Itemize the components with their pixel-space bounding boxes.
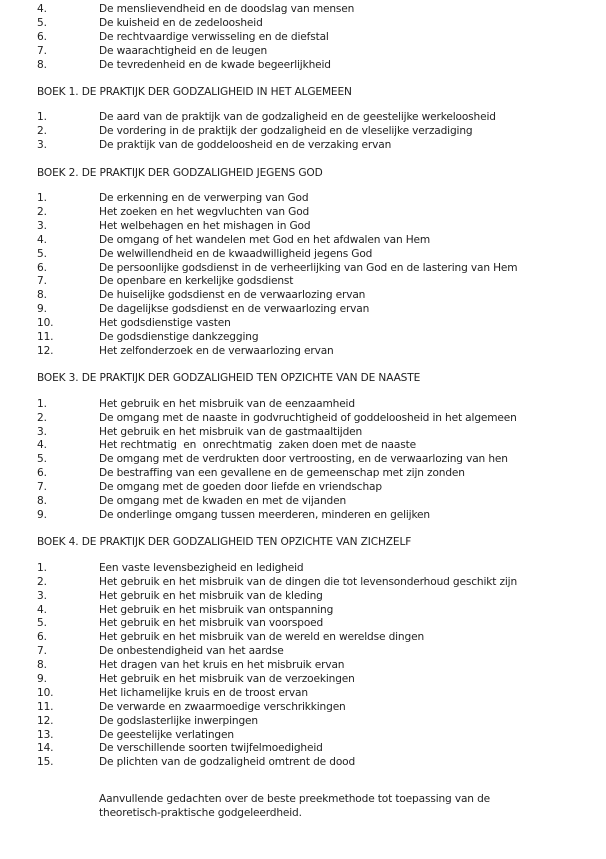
list-item — [37, 742, 597, 756]
section-heading: BOEK 2. DE PRAKTIJK DER GODZALIGHEID JEGENS GOD — [37, 166, 323, 179]
item-text: Het zoeken en het wegvluchten van God — [99, 206, 310, 219]
item-number: 4. — [37, 439, 47, 452]
section-boek-4 — [37, 535, 597, 770]
item-text: De waarachtigheid en de leugen — [99, 44, 268, 57]
item-text: Het gebruik en het misbruik van de dingen die tot levensonderhoud geschikt zijn — [99, 575, 518, 588]
item-text: Het gebruik en het misbruik van de gastmaaltijden — [99, 425, 363, 438]
list-item — [37, 590, 597, 604]
list-item — [37, 467, 597, 481]
item-text: Het gebruik en het misbruik van de eenzaamheid — [99, 397, 355, 410]
list-item — [37, 645, 597, 659]
item-number: 6. — [37, 261, 47, 274]
item-text: De rechtvaardige verwisseling en de diefstal — [99, 30, 329, 43]
list-item — [37, 45, 597, 59]
item-text: De godslasterlijke inwerpingen — [99, 714, 258, 727]
list-item — [37, 289, 597, 303]
list-item — [37, 481, 597, 495]
item-text: De omgang met de naaste in godvruchtigheid of goddeloosheid in het algemeen — [99, 411, 517, 424]
item-number: 5. — [37, 453, 47, 466]
item-text: Het godsdienstige vasten — [99, 317, 231, 330]
list-item — [37, 206, 597, 220]
item-number: 15. — [37, 756, 54, 769]
item-number: 6. — [37, 30, 47, 43]
section-boek-3 — [37, 371, 597, 523]
item-number: 8. — [37, 58, 47, 71]
item-text: Het gebruik en het misbruik van ontspanning — [99, 603, 334, 616]
list-item — [37, 17, 597, 31]
item-text: De godsdienstige dankzegging — [99, 331, 259, 344]
item-number: 7. — [37, 645, 47, 658]
list-item — [37, 426, 597, 440]
item-number: 9. — [37, 672, 47, 685]
list-item — [37, 756, 597, 770]
section-boek-1 — [37, 85, 597, 153]
item-text: De omgang met de kwaden en met de vijanden — [99, 495, 347, 508]
item-text: De omgang met de goeden door liefde en vriendschap — [99, 481, 382, 494]
item-number: 6. — [37, 631, 47, 644]
item-text: Het zelfonderzoek en de verwaarlozing ervan — [99, 344, 334, 357]
list-item — [37, 262, 597, 276]
item-number: 12. — [37, 714, 54, 727]
list-item — [37, 673, 597, 687]
item-text: De tevredenheid en de kwade begeerlijkheid — [99, 58, 331, 71]
section-heading: BOEK 3. DE PRAKTIJK DER GODZALIGHEID TEN OPZICHTE VAN DE NAASTE — [37, 372, 421, 385]
item-number: 11. — [37, 331, 54, 344]
item-number: 13. — [37, 728, 54, 741]
item-text: De verschillende soorten twijfelmoedigheid — [99, 742, 323, 755]
item-text: De kuisheid en de zedeloosheid — [99, 16, 263, 29]
list-item — [37, 220, 597, 234]
list-item — [37, 3, 597, 17]
list-item — [37, 111, 597, 125]
list-item — [37, 345, 597, 359]
section-boek-2 — [37, 166, 597, 359]
item-number: 12. — [37, 344, 54, 357]
list-item — [37, 303, 597, 317]
item-number: 6. — [37, 467, 47, 480]
list-item — [37, 317, 597, 331]
item-number: 1. — [37, 397, 47, 410]
item-number: 5. — [37, 16, 47, 29]
item-number: 7. — [37, 481, 47, 494]
item-number: 2. — [37, 575, 47, 588]
item-text: Het gebruik en het misbruik van voorspoed — [99, 617, 324, 630]
list-item — [37, 453, 597, 467]
item-text: De openbare en kerkelijke godsdienst — [99, 275, 294, 288]
list-item — [37, 701, 597, 715]
item-text: De persoonlijke godsdienst in de verheerlijking van God en de lastering van Hem — [99, 261, 518, 274]
item-number: 2. — [37, 411, 47, 424]
item-text: De aard van de praktijk van de godzaligheid en de geestelijke werkeloosheid — [99, 111, 496, 124]
item-number: 14. — [37, 742, 54, 755]
list-item — [37, 715, 597, 729]
item-number: 11. — [37, 700, 54, 713]
item-number: 4. — [37, 233, 47, 246]
item-number: 3. — [37, 589, 47, 602]
item-number: 8. — [37, 495, 47, 508]
item-number: 2. — [37, 206, 47, 219]
item-number: 10. — [37, 686, 54, 699]
document-page — [37, 3, 597, 820]
item-text: De omgang of het wandelen met God en het afdwalen van Hem — [99, 233, 431, 246]
list-item — [37, 509, 597, 523]
list-item — [37, 617, 597, 631]
list-item — [37, 331, 597, 345]
item-text: De welwillendheid en de kwaadwilligheid jegens God — [99, 247, 373, 260]
list-item — [37, 398, 597, 412]
item-number: 3. — [37, 219, 47, 232]
item-text: Het gebruik en het misbruik van de wereld en wereldse dingen — [99, 631, 425, 644]
list-item — [37, 439, 597, 453]
list-item — [37, 631, 597, 645]
item-number: 1. — [37, 561, 47, 574]
item-number: 8. — [37, 659, 47, 672]
item-text: De menslievendheid en de doodslag van mensen — [99, 3, 355, 15]
item-number: 7. — [37, 275, 47, 288]
item-text: De bestraffing van een gevallene en de gemeenschap met zijn zonden — [99, 467, 465, 480]
list-item — [37, 604, 597, 618]
item-text: Het gebruik en het misbruik van de verzoekingen — [99, 672, 355, 685]
item-text: Het dragen van het kruis en het misbruik ervan — [99, 659, 345, 672]
item-text: De huiselijke godsdienst en de verwaarlozing ervan — [99, 289, 366, 302]
item-text: Het welbehagen en het mishagen in God — [99, 219, 311, 232]
intro-list — [37, 3, 597, 72]
item-text: Een vaste levensbezigheid en ledigheid — [99, 561, 304, 574]
item-number: 3. — [37, 139, 47, 152]
section-heading: BOEK 4. DE PRAKTIJK DER GODZALIGHEID TEN OPZICHTE VAN ZICHZELF — [37, 536, 412, 549]
list-item — [37, 495, 597, 509]
list-item — [37, 729, 597, 743]
list-item — [37, 562, 597, 576]
item-number: 2. — [37, 125, 47, 138]
item-number: 4. — [37, 603, 47, 616]
list-item — [37, 234, 597, 248]
list-item — [37, 275, 597, 289]
item-text: De praktijk van de goddeloosheid en de verzaking ervan — [99, 139, 392, 152]
item-number: 8. — [37, 289, 47, 302]
list-item — [37, 687, 597, 701]
item-text: De plichten van de godzaligheid omtrent de dood — [99, 756, 356, 769]
item-number: 5. — [37, 617, 47, 630]
item-text: Het lichamelijke kruis en de troost ervan — [99, 686, 308, 699]
item-text: De dagelijkse godsdienst en de verwaarlozing ervan — [99, 303, 370, 316]
item-number: 9. — [37, 508, 47, 521]
item-number: 5. — [37, 247, 47, 260]
list-item — [37, 192, 597, 206]
item-number: 9. — [37, 303, 47, 316]
item-text: De vordering in de praktijk der godzaligheid en de vleselijke verzadiging — [99, 125, 473, 138]
list-item — [37, 31, 597, 45]
item-text: De omgang met de verdrukten door vertroosting, en de verwaarlozing van hen — [99, 453, 508, 466]
item-number: 10. — [37, 317, 54, 330]
item-number: 1. — [37, 111, 47, 124]
item-text: De onderlinge omgang tussen meerderen, minderen en gelijken — [99, 508, 430, 521]
list-item — [37, 125, 597, 139]
list-item — [37, 659, 597, 673]
list-item — [37, 59, 597, 73]
item-text: De verwarde en zwaarmoedige verschrikkingen — [99, 700, 346, 713]
item-text: De onbestendigheid van het aardse — [99, 645, 284, 658]
list-item — [37, 412, 597, 426]
list-item — [37, 139, 597, 153]
section-heading: BOEK 1. DE PRAKTIJK DER GODZALIGHEID IN HET ALGEMEEN — [37, 85, 352, 98]
item-number: 3. — [37, 425, 47, 438]
item-number: 7. — [37, 44, 47, 57]
list-item — [37, 248, 597, 262]
list-item — [37, 576, 597, 590]
item-text: De geestelijke verlatingen — [99, 728, 234, 741]
item-text: Het rechtmatig en onrechtmatig zaken doen met de naaste — [99, 439, 416, 452]
item-text: Het gebruik en het misbruik van de kleding — [99, 589, 323, 602]
item-text: De erkenning en de verwerping van God — [99, 192, 309, 205]
closing-paragraph: Aanvullende gedachten over de beste preekmethode tot toepassing van de theoretisch-praktische godgeleerdheid. — [99, 793, 491, 820]
item-number: 1. — [37, 192, 47, 205]
item-number: 4. — [37, 3, 47, 15]
